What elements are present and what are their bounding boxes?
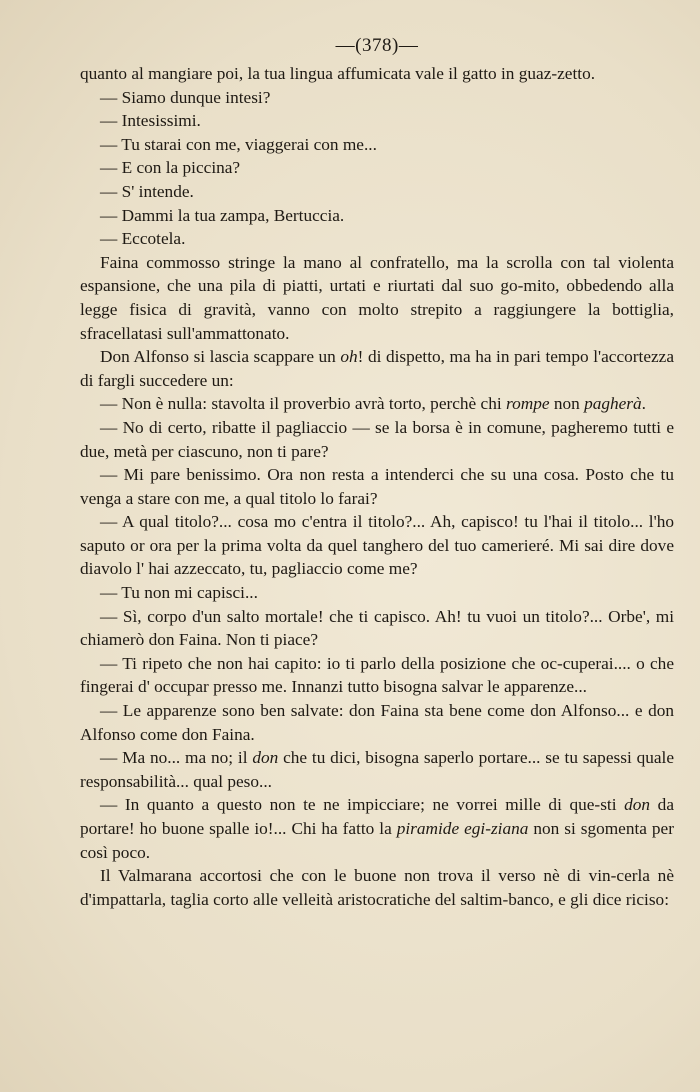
text-run: — Mi pare benissimo. Ora non resta a intenderci che su una cosa. Posto che tu venga a stare con me, a qual titolo lo farai? <box>80 465 674 508</box>
paragraph <box>80 864 674 911</box>
dialogue-line <box>80 793 674 864</box>
text-run: — Tu non mi capisci... <box>100 583 258 603</box>
text-run: non si sgomenta per così poco. <box>80 819 674 862</box>
paragraph <box>80 62 674 86</box>
text-run: — Dammi la tua zampa, Bertuccia. <box>100 205 345 225</box>
dialogue-line <box>80 581 674 605</box>
text-run: Faina commosso stringe la mano al confratello, ma la scrolla con tal violenta espansione, che una pila di piatti, urtati e riurtati dal suo go-mito, obbedendo alla legge fisica di gravità, vanno con molto strepito a raggiungere la bottiglia, sfracellatasi sull'ammattonato. <box>80 252 674 343</box>
paragraph <box>80 345 674 392</box>
text-run: Don Alfonso si lascia scappare un <box>100 347 341 367</box>
italic-text: oh <box>340 347 358 367</box>
text-run: — Tu starai con me, viaggerai con me... <box>100 134 377 154</box>
dialogue-line <box>80 392 674 416</box>
dialogue-line <box>80 109 674 133</box>
text-run: ! di dispetto, ma ha in pari tempo l'accortezza di fargli succedere un: <box>80 347 674 390</box>
dialogue-line <box>80 652 674 699</box>
dialogue-line <box>80 133 674 157</box>
dialogue-line <box>80 699 674 746</box>
italic-text: don <box>624 795 651 815</box>
dialogue-line <box>80 204 674 228</box>
text-run: — Sì, corpo d'un salto mortale! che ti capisco. Ah! tu vuoi un titolo?... Orbe', mi chiamerò don Faina. Non ti piace? <box>80 606 674 650</box>
text-run: — No di certo, ribatte il pagliaccio — se la borsa è in comune, pagheremo tutti e due, metà per ciascuno, non ti pare? <box>80 417 674 461</box>
text-run: — In quanto a questo non te ne impicciare; ne vorrei mille di que-sti <box>100 795 625 815</box>
text-run: quanto al mangiare poi, la tua lingua affumicata vale il gatto in guaz-zetto. <box>80 64 596 83</box>
dialogue-line <box>80 416 674 463</box>
text-run: — Non è nulla: stavolta il proverbio avrà torto, perchè chi <box>100 394 506 414</box>
dialogue-line <box>80 180 674 204</box>
text-run: Il Valmarana accortosi che con le buone non trova il verso nè di vin-cerla nè d'impattarla, taglia corto alle velleità aristocratiche del saltim-banco, e gli dice riciso: <box>80 866 674 909</box>
dialogue-line <box>80 156 674 180</box>
text-run: — S' intende. <box>100 181 194 201</box>
text-run: — Le apparenze sono ben salvate: don Faina sta bene come don Alfonso... e don Alfonso come don Faina. <box>80 701 674 744</box>
text-run: — Ti ripeto che non hai capito: io ti parlo della posizione che oc-cuperai.... o che fingerai d' occupar presso me. Innanzi tutto bisogna salvar le apparenze... <box>80 653 674 697</box>
italic-text: don <box>252 748 279 768</box>
text-run: — Eccotela. <box>100 229 186 249</box>
text-run: — Siamo dunque intesi? <box>100 87 271 107</box>
text-run: da portare! ho buone spalle io!... Chi ha fatto la <box>80 795 674 838</box>
page-number: —(378)— <box>335 35 419 56</box>
body-text <box>80 62 674 911</box>
italic-text: piramide egi-ziana <box>396 819 529 838</box>
paragraph <box>80 251 674 345</box>
text-run: — A qual titolo?... cosa mo c'entra il titolo?... Ah, capisco! tu l'hai il titolo... l'ho saputo or ora per la prima volta da quel tanghero del tuo camerieré. Mi sai dire dove diavolo l' hai azzeccato, tu, pagliaccio come me? <box>80 512 674 579</box>
text-run: — Ma no... ma no; il <box>100 748 253 768</box>
text-run: che tu dici, bisogna saperlo portare... se tu sapessi quale responsabilità... qual peso... <box>80 748 674 791</box>
dialogue-line <box>80 605 674 652</box>
italic-text: pagherà <box>584 394 642 414</box>
dialogue-line <box>80 463 674 510</box>
text-run: non <box>549 394 585 414</box>
text-run: . <box>641 394 646 414</box>
text-run: — Intesissimi. <box>100 111 201 131</box>
dialogue-line <box>80 510 674 581</box>
dialogue-line <box>80 86 674 110</box>
dialogue-line <box>80 746 674 793</box>
italic-text: rompe <box>505 394 550 414</box>
dialogue-line <box>80 227 674 251</box>
text-run: — E con la piccina? <box>100 158 241 178</box>
